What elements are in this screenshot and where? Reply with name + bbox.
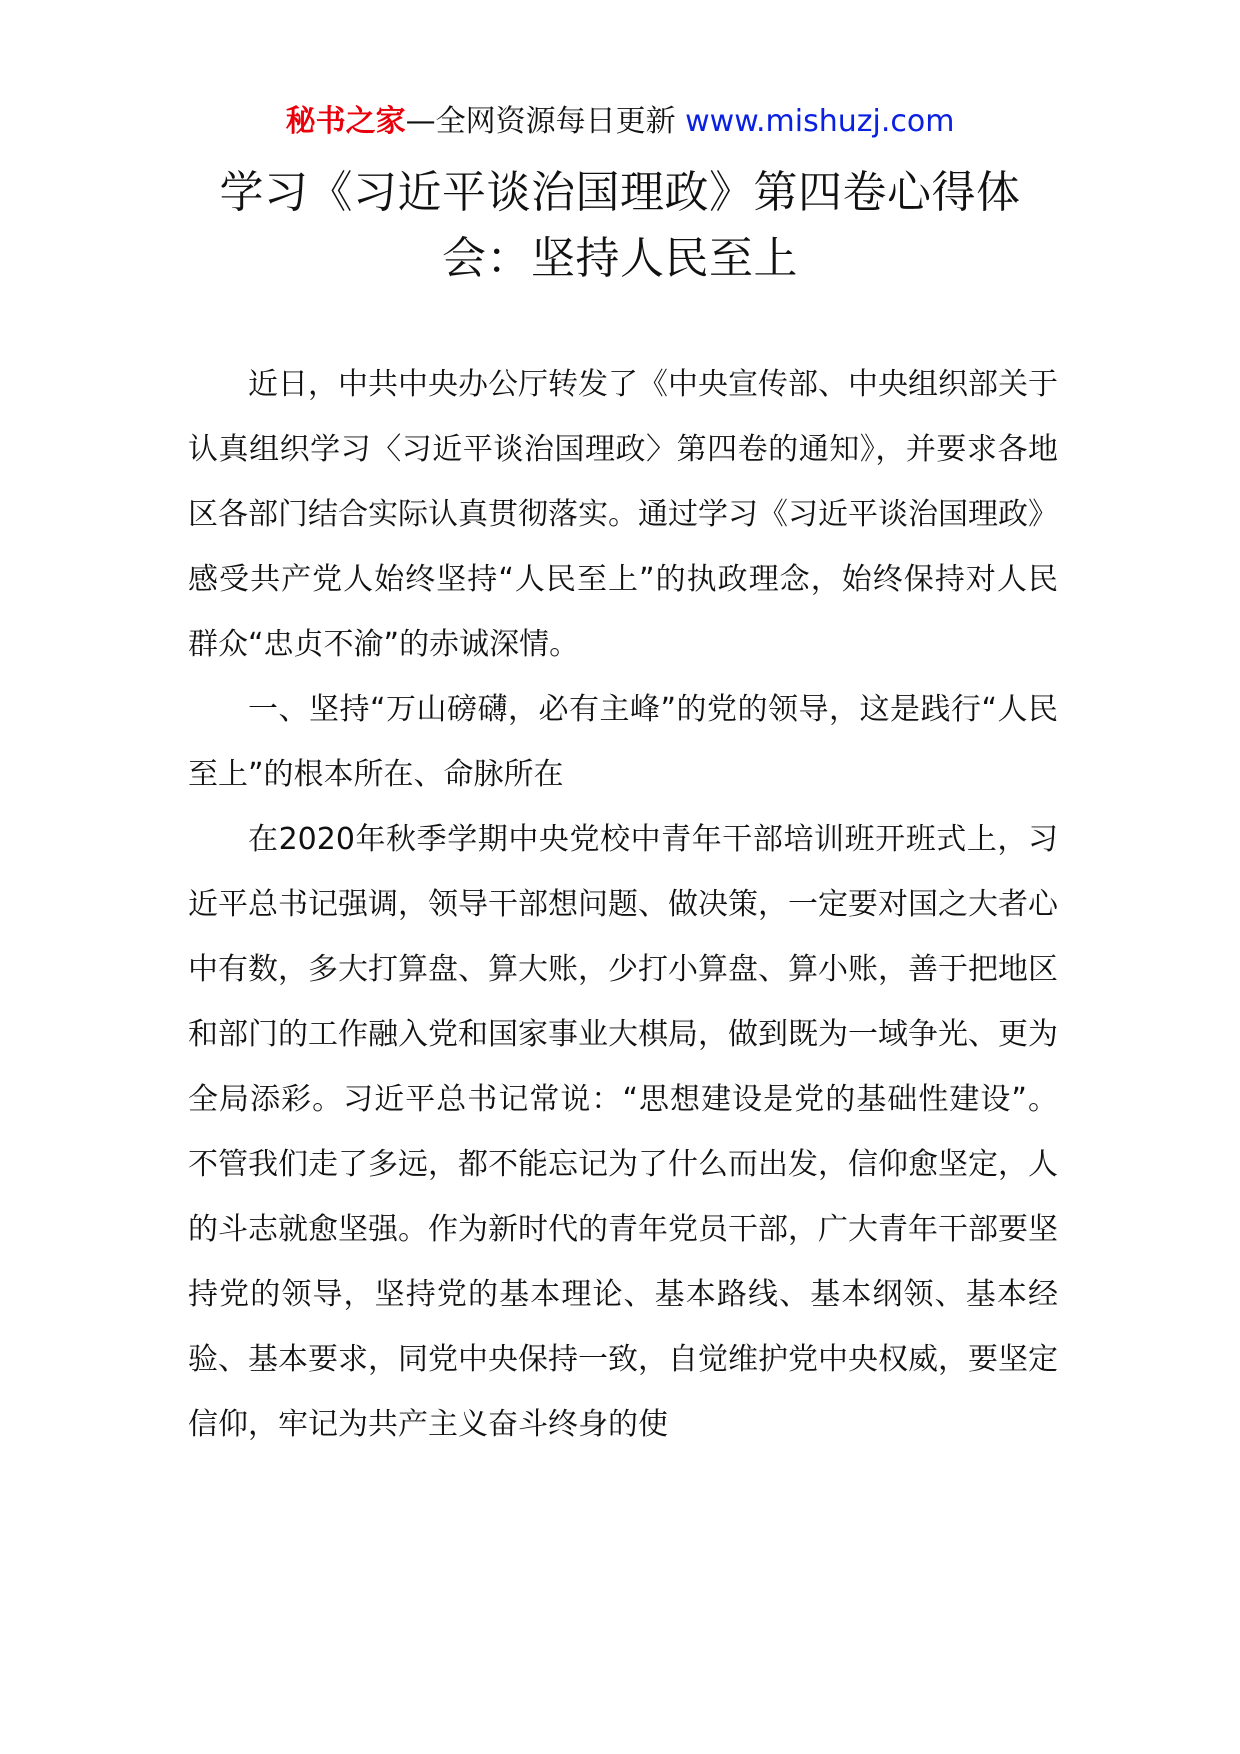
title-line-2: 会：坚持人民至上 xyxy=(442,233,798,284)
site-header xyxy=(0,100,1240,144)
document-title xyxy=(190,160,1050,292)
title-line-1: 学习《习近平谈治国理政》第四卷心得体 xyxy=(219,167,1021,218)
paragraph-section-1: 在2020年秋季学期中央党校中青年干部培训班开班式上，习近平总书记强调，领导干部想问题、做决策，一定要对国之大者心中有数，多大打算盘、算大账，少打小算盘、算小账，善于把地区和部门的工作融入党和国家事业大棋局，做到既为一域争光、更为全局添彩。习近平总书记常说：“思想建设是党的基础性建设”。不管我们走了多远，都不能忘记为了什么而出发，信仰愈坚定，人的斗志就愈坚强。作为新时代的青年党员干部，广大青年干部要坚持党的领导，坚持党的基本理论、基本路线、基本纲领、基本经验、基本要求，同党中央保持一致，自觉维护党中央权威，要坚定信仰，牢记为共产主义奋斗终身的使 xyxy=(188,822,1058,1442)
header-tagline: —全网资源每日更新 xyxy=(405,104,686,139)
brand-name: 秘书之家 xyxy=(285,104,406,139)
section-heading-1: 一、坚持“万山磅礴，必有主峰”的党的领导，这是践行“人民至上”的根本所在、命脉所在 xyxy=(188,692,1058,792)
paragraph-intro: 近日，中共中央办公厅转发了《中央宣传部、中央组织部关于认真组织学习〈习近平谈治国理政〉第四卷的通知》，并要求各地区各部门结合实际认真贯彻落实。通过学习《习近平谈治国理政》感受共产党人始终坚持“人民至上”的执政理念，始终保持对人民群众“忠贞不渝”的赤诚深情。 xyxy=(188,367,1058,662)
document-body xyxy=(188,352,1058,1457)
site-url-link[interactable]: www.mishuzj.com xyxy=(685,104,955,139)
